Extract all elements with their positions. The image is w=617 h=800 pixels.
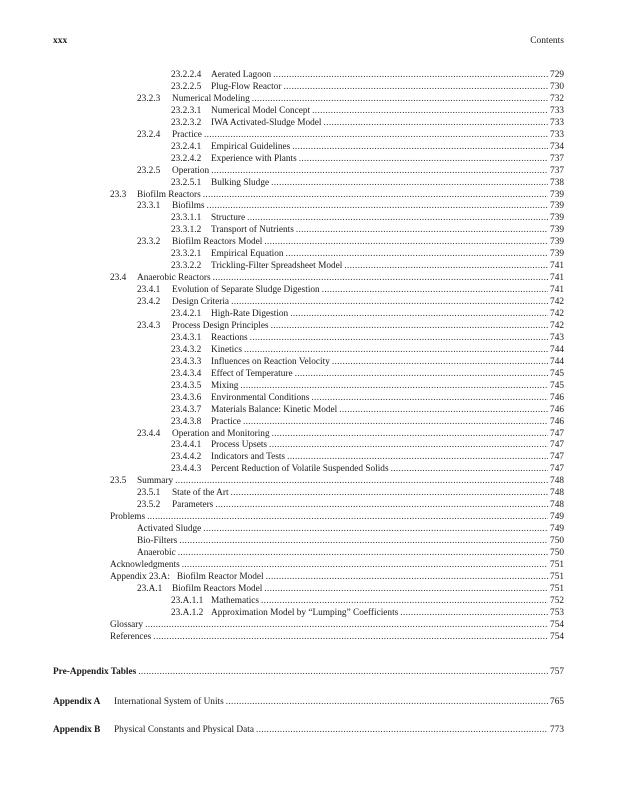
toc-entry-title: Design Criteria <box>172 297 230 308</box>
toc-page-number: 754 <box>550 631 564 642</box>
toc-page-number: 743 <box>550 332 564 343</box>
toc-page-number: 747 <box>550 464 564 475</box>
toc-entry <box>0 475 617 487</box>
toc-page-number: 751 <box>550 571 564 582</box>
toc-entry-number: Pre-Appendix Tables <box>53 667 137 677</box>
dot-leader <box>178 547 548 559</box>
toc-page-number: 739 <box>550 189 564 200</box>
toc-entry-title: Anaerobic <box>137 548 176 558</box>
toc-entry-title: References <box>110 631 152 642</box>
dot-leader <box>332 356 548 368</box>
dot-leader <box>213 272 548 284</box>
toc-page-number: 738 <box>550 177 564 188</box>
toc-entry-title: Mixing <box>211 380 239 391</box>
toc-entry <box>0 81 617 93</box>
dot-leader <box>290 308 548 320</box>
toc-entry <box>0 499 617 511</box>
toc-entry <box>0 356 617 368</box>
dot-leader <box>244 344 548 356</box>
toc-entry-number: 23.2.2.5 <box>171 81 202 92</box>
toc-entry <box>0 69 617 81</box>
toc-entry-number: 23.4.3 <box>137 320 161 331</box>
toc-entry-title: Environmental Conditions <box>211 392 310 403</box>
dot-leader <box>138 666 548 678</box>
toc-page-number: 733 <box>550 117 564 128</box>
toc-entry-title: Biofilm Reactors Model <box>172 583 263 594</box>
toc-entry-title: Influences on Reaction Velocity <box>211 356 330 367</box>
toc-page-number: 747 <box>550 428 564 439</box>
dot-leader <box>203 189 548 201</box>
toc-entry-title: Empirical Equation <box>211 249 284 260</box>
dot-leader <box>147 511 548 523</box>
toc-entry <box>0 189 617 201</box>
toc-entry <box>0 571 617 583</box>
toc-entry <box>0 416 617 428</box>
toc-entry <box>0 272 617 284</box>
toc-entry <box>0 177 617 189</box>
toc-page-number: 741 <box>550 285 564 296</box>
toc-page-number: 732 <box>550 93 564 104</box>
toc-entry-number: 23.4.3.2 <box>171 344 202 355</box>
toc-entry-title: Materials Balance: Kinetic Model <box>211 404 338 415</box>
toc-entry-title: Parameters <box>172 500 214 511</box>
dot-leader <box>400 607 548 619</box>
toc-page-number: 752 <box>550 595 564 606</box>
toc-page-number: 734 <box>550 141 564 152</box>
dot-leader <box>287 451 548 463</box>
toc-entry-title: Biofilm Reactors Model <box>172 237 263 248</box>
toc-page-number: 739 <box>550 213 564 224</box>
toc-page-number: 749 <box>550 512 564 523</box>
toc-entry-number: 23.3.1 <box>137 201 161 212</box>
toc-entry-title: Evolution of Separate Sludge Digestion <box>172 285 320 296</box>
toc-entry-number: 23.4.4.3 <box>171 464 202 475</box>
toc-entry-number: 23.4.3.8 <box>171 416 202 427</box>
toc-page-number: 751 <box>550 559 564 570</box>
toc-page-number: 742 <box>550 309 564 319</box>
dot-leader <box>284 81 549 93</box>
dot-leader <box>272 428 548 440</box>
dot-leader <box>261 595 548 607</box>
toc-entry <box>0 523 617 535</box>
toc-entry-number: 23.4.4.2 <box>171 452 202 463</box>
toc-entry <box>0 404 617 416</box>
dot-leader <box>295 368 548 380</box>
toc-page-number: 746 <box>550 392 564 403</box>
toc-entry <box>0 463 617 475</box>
toc-entry-title: Reactions <box>211 332 248 343</box>
toc-page-number: 748 <box>550 488 564 499</box>
toc-entry <box>0 248 617 260</box>
toc-entry <box>0 583 617 595</box>
toc-page-number: 733 <box>550 105 564 116</box>
toc-entry-title: Summary <box>137 476 174 487</box>
dot-leader <box>182 559 548 571</box>
toc-entry-number: 23.2.3.2 <box>171 117 202 128</box>
toc-entry-title: Percent Reduction of Volatile Suspended Solids <box>211 464 389 475</box>
toc-page-number: 749 <box>550 524 564 535</box>
dot-leader <box>231 487 548 499</box>
dot-leader <box>311 392 548 404</box>
dot-leader <box>226 696 548 708</box>
dot-leader <box>231 296 548 308</box>
toc-entry <box>0 428 617 440</box>
toc-entry-title: Problems <box>110 512 146 523</box>
toc-entry-title: Bulking Sludge <box>211 177 270 188</box>
toc-page-number: 744 <box>550 344 564 355</box>
toc-entry <box>0 153 617 165</box>
toc-entry-title: Empirical Guidelines <box>211 141 291 152</box>
toc-entry <box>0 308 617 320</box>
toc-page-number: 730 <box>550 81 564 92</box>
dot-leader <box>264 583 548 595</box>
toc-entry-title: Operation and Monitoring <box>172 428 270 439</box>
toc-entry-title: Structure <box>211 213 246 224</box>
dot-leader <box>179 535 548 547</box>
toc-page-number: 746 <box>550 404 564 415</box>
toc-entry-title: Approximation Model by “Lumping” Coefficients <box>211 607 399 618</box>
toc-entry-number: 23.2.4.2 <box>171 153 202 164</box>
toc-entry-title: State of the Art <box>172 488 229 499</box>
toc-entry-number: 23.4.3.1 <box>171 332 202 343</box>
toc-entry-number: 23.4.3.3 <box>171 356 202 367</box>
dot-leader <box>344 260 548 272</box>
running-header-page-number: xxx <box>53 36 68 46</box>
toc-entry <box>0 141 617 153</box>
toc-page-number: 751 <box>550 583 564 594</box>
toc-entry-number: 23.4.4.1 <box>171 440 202 451</box>
toc-entry <box>0 392 617 404</box>
dot-leader <box>296 224 548 236</box>
toc-page-number: 748 <box>550 500 564 511</box>
toc-entry-title: Practice <box>172 129 202 140</box>
toc-entry <box>0 535 617 547</box>
toc-entry <box>0 200 617 212</box>
dot-leader <box>211 165 548 177</box>
toc-entry <box>0 368 617 380</box>
toc-entry-number: Appendix B <box>53 725 101 735</box>
toc-page-number: 747 <box>550 452 564 463</box>
dot-leader <box>271 177 548 189</box>
toc-entry-title: Effect of Temperature <box>211 368 293 379</box>
toc-entry-title: Biofilms <box>172 201 205 212</box>
toc-entry-number: 23.3.1.2 <box>171 225 202 236</box>
toc-entry <box>0 559 617 571</box>
toc-entry-number: 23.2.5 <box>137 165 161 176</box>
toc-page-number: 748 <box>550 476 564 487</box>
dot-leader <box>175 475 548 487</box>
dot-leader <box>271 320 548 332</box>
toc-entry-title: Process Upsets <box>211 440 268 451</box>
toc-entry-title: Numerical Model Concept <box>211 105 311 116</box>
toc-page-number: 747 <box>550 440 564 451</box>
toc-entry-title: IWA Activated-Sludge Model <box>211 117 322 128</box>
toc-entry-title: Practice <box>211 416 241 427</box>
toc-page-number: 753 <box>550 607 564 618</box>
dot-leader <box>339 404 548 416</box>
toc-entry-number: 23.3.2 <box>137 237 161 248</box>
toc-entry <box>0 165 617 177</box>
dot-leader <box>243 416 548 428</box>
dot-leader <box>153 631 548 643</box>
toc-page-number: 754 <box>550 619 564 630</box>
toc-entry-number: 23.4 <box>110 273 127 284</box>
dot-leader <box>299 153 548 165</box>
dot-leader <box>256 724 548 736</box>
toc-entry <box>0 487 617 499</box>
dot-leader <box>266 571 548 583</box>
toc-page-number: 742 <box>550 320 564 331</box>
toc-page-number: 733 <box>550 129 564 140</box>
toc-entry-number: 23.2.3 <box>137 93 161 104</box>
dot-leader <box>273 69 548 81</box>
toc-page-number: 737 <box>550 165 564 176</box>
toc-entry-title: Trickling-Filter Spreadsheet Model <box>211 261 343 272</box>
toc-page-number: 739 <box>550 237 564 248</box>
toc-entry-number: 23.3.2.1 <box>171 249 202 260</box>
toc-entry <box>0 619 617 631</box>
toc-entry-title: Aerated Lagoon <box>211 70 272 80</box>
toc-entry-title: Numerical Modeling <box>172 93 250 104</box>
toc-page-number: 757 <box>550 667 564 677</box>
toc-entry-number: 23.2.2.4 <box>171 70 202 80</box>
dot-leader <box>322 284 548 296</box>
toc-entry-number: 23.5.2 <box>137 500 161 511</box>
toc-page-number: 737 <box>550 153 564 164</box>
toc-entry <box>0 595 617 607</box>
dot-leader <box>324 117 548 129</box>
toc-entry <box>0 451 617 463</box>
running-header-title: Contents <box>530 36 564 46</box>
toc-entry-number: 23.5.1 <box>137 488 161 499</box>
toc-entry-number: 23.A.1.1 <box>171 595 204 606</box>
toc-entry <box>0 332 617 344</box>
toc-entry <box>0 129 617 141</box>
dot-leader <box>312 105 548 117</box>
toc-entry-number: 23.2.4.1 <box>171 141 202 152</box>
toc-entry <box>0 284 617 296</box>
dot-leader <box>269 439 548 451</box>
toc-entry-title: Anaerobic Reactors <box>137 273 211 284</box>
toc-entry <box>0 439 617 451</box>
toc-entry <box>0 607 617 619</box>
toc-entry-number: 23.A.1.2 <box>171 607 204 618</box>
toc-entry-title: Process Design Principles <box>172 320 269 331</box>
toc-page-number: 745 <box>550 368 564 379</box>
toc-entry <box>0 117 617 129</box>
toc-entry-title: Bio-Filters <box>137 536 178 547</box>
toc-entry <box>0 296 617 308</box>
toc-entry-title: Activated Sludge <box>137 524 202 535</box>
toc-entry-number: 23.2.3.1 <box>171 105 202 116</box>
dot-leader <box>247 212 548 224</box>
dot-leader <box>252 93 548 105</box>
toc-entry-title: Biofilm Reactors <box>137 189 201 200</box>
toc-page-number: 741 <box>550 273 564 284</box>
toc-page-number: 773 <box>550 725 564 735</box>
toc-entry-title: Experience with Plants <box>211 153 297 164</box>
toc-page-number: 739 <box>550 201 564 212</box>
toc-entry <box>0 344 617 356</box>
toc-entry <box>0 380 617 392</box>
toc-entry-title: Glossary <box>110 619 144 630</box>
toc-entry <box>0 260 617 272</box>
toc-entry-title: Indicators and Tests <box>211 452 286 463</box>
toc-page-number: 750 <box>550 548 564 558</box>
toc-entry-number: 23.4.2 <box>137 297 161 308</box>
dot-leader <box>391 463 548 475</box>
toc-entry-number: 23.3.1.1 <box>171 213 202 224</box>
toc-entry-title: Mathematics <box>211 595 260 606</box>
dot-leader <box>203 523 548 535</box>
toc-entry <box>0 547 617 559</box>
toc-entry-number: 23.4.3.6 <box>171 392 202 403</box>
toc-entry-number: 23.5 <box>110 476 127 487</box>
toc-main-entry <box>0 696 617 708</box>
toc-entry-title: High-Rate Digestion <box>211 309 289 319</box>
dot-leader <box>250 332 548 344</box>
toc-entry-title: Physical Constants and Physical Data <box>114 725 254 735</box>
toc-entry-number: 23.2.5.1 <box>171 177 202 188</box>
toc-entry-number: 23.2.4 <box>137 129 161 140</box>
toc-page-number: 745 <box>550 380 564 391</box>
toc-page-number: 742 <box>550 297 564 308</box>
toc-main-entry <box>0 724 617 736</box>
toc-entry <box>0 320 617 332</box>
toc-entry-number: 23.4.3.5 <box>171 380 202 391</box>
dot-leader <box>204 129 548 141</box>
toc-main-entry <box>0 666 617 678</box>
toc-entry <box>0 236 617 248</box>
toc-entry-number: 23.3.2.2 <box>171 261 202 272</box>
toc-entry-number: 23.4.3.7 <box>171 404 202 415</box>
toc-entry-title: Acknowledgments <box>110 559 180 570</box>
toc-entry-title: Appendix 23.A: Biofilm Reactor Model <box>110 571 264 582</box>
toc-entry-number: 23.4.4 <box>137 428 161 439</box>
toc-entry <box>0 224 617 236</box>
toc-page-number: 750 <box>550 536 564 547</box>
toc-entry-number: 23.3 <box>110 189 127 200</box>
toc-entry <box>0 212 617 224</box>
dot-leader <box>240 380 548 392</box>
toc-entry-title: Plug-Flow Reactor <box>211 81 282 92</box>
toc-page-number: 741 <box>550 261 564 272</box>
toc-entry-number: Appendix A <box>53 697 101 707</box>
toc-entry <box>0 93 617 105</box>
toc-entry <box>0 511 617 523</box>
toc-entry-title: Transport of Nutrients <box>211 225 294 236</box>
dot-leader <box>264 236 548 248</box>
toc-entry-number: 23.4.1 <box>137 285 161 296</box>
toc-entry-title: Kinetics <box>211 344 242 355</box>
toc-entry-number: 23.4.3.4 <box>171 368 202 379</box>
dot-leader <box>207 200 548 212</box>
toc-entry-title: International System of Units <box>114 697 224 707</box>
dot-leader <box>292 141 548 153</box>
toc-entry-number: 23.4.2.1 <box>171 309 202 319</box>
dot-leader <box>145 619 548 631</box>
dot-leader <box>215 499 548 511</box>
toc-page-number: 729 <box>550 70 564 80</box>
toc-entry <box>0 631 617 643</box>
toc-entry-title: Operation <box>172 165 210 176</box>
toc-entry <box>0 105 617 117</box>
toc-entry-number: 23.A.1 <box>137 583 163 594</box>
toc-page-number: 744 <box>550 356 564 367</box>
dot-leader <box>286 248 548 260</box>
toc-page-number: 739 <box>550 249 564 260</box>
toc-page-number: 765 <box>550 697 564 707</box>
toc-page-number: 746 <box>550 416 564 427</box>
toc-page-number: 739 <box>550 225 564 236</box>
